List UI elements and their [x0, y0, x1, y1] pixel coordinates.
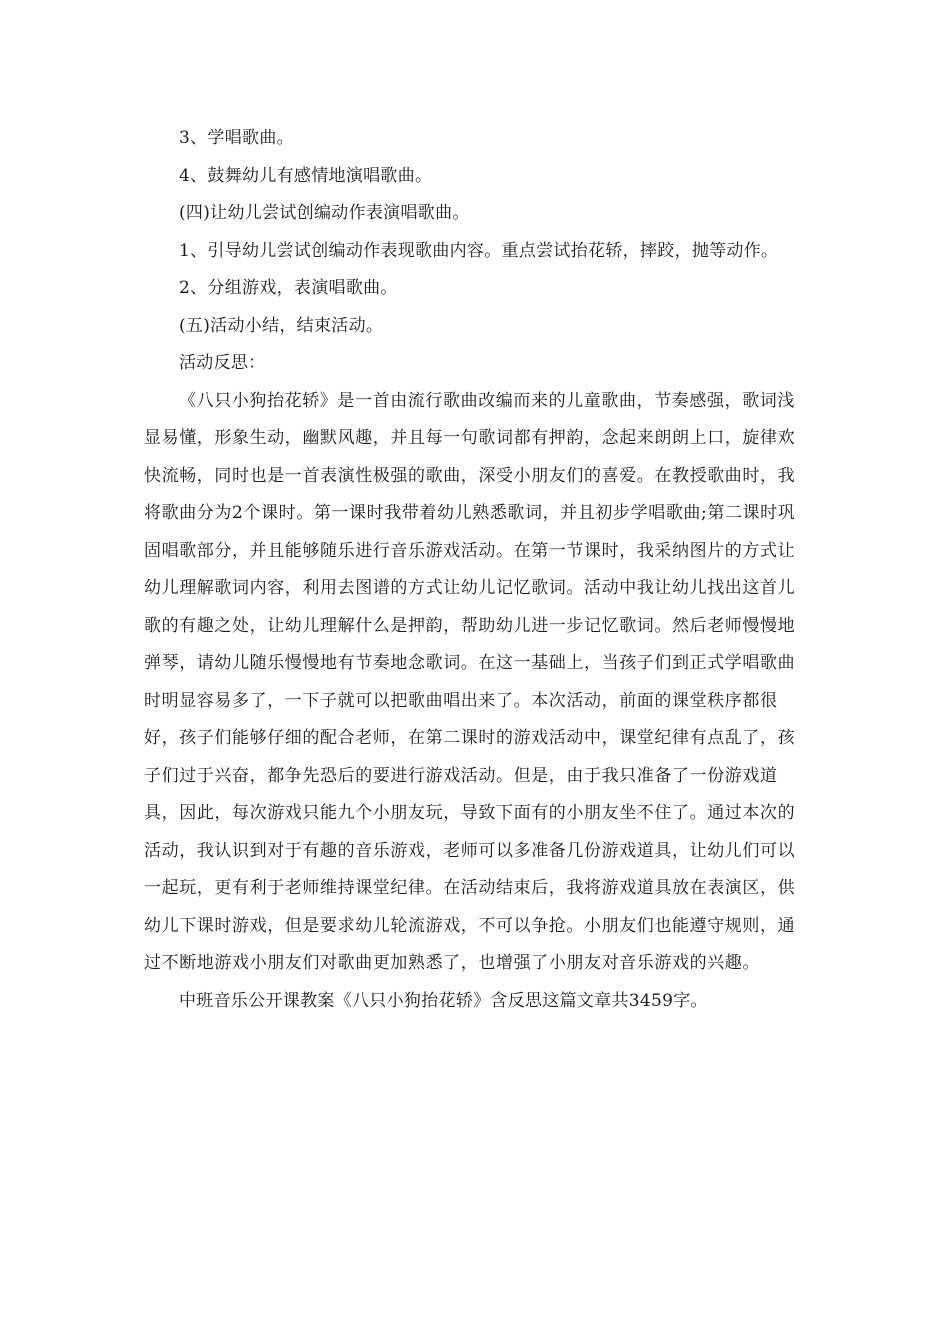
- section-five-heading: (五)活动小结，结束活动。: [179, 315, 384, 336]
- step-4-line: 4、鼓舞幼儿有感情地演唱歌曲。: [179, 165, 433, 186]
- reflection-heading: 活动反思：: [179, 353, 266, 373]
- step-3-line: 3、学唱歌曲。: [179, 128, 294, 148]
- article-summary: 中班音乐公开课教案《八只小狗抬花轿》含反思这篇文章共3459字。: [179, 990, 708, 1011]
- section-four-step-2: 2、分组游戏，表演唱歌曲。: [179, 278, 398, 298]
- reflection-paragraph: 《八只小狗抬花轿》是一首由流行歌曲改编而来的儿童歌曲，节奏感强，歌词浅显易懂，形象生动，幽默风趣，并且每一句歌词都有押韵，念起来朗朗上口，旋律欢快流畅，同时也是一首表演性极强的歌曲，深受小朋友们的喜爱。在教授歌曲时，我将歌曲分为2个课时。第一课时我带着幼儿熟悉歌词，并且初步学唱歌曲;第二课时巩固唱歌部分，并且能够随乐进行音乐游戏活动。在第一节课时，我采纳图片的方式让幼儿理解歌词内容，利用去图谱的方式让幼儿记忆歌词。活动中我让幼儿找出这首儿歌的有趣之处，让幼儿理解什么是押韵，帮助幼儿进一步记忆歌词。然后老师慢慢地弹琴，请幼儿随乐慢慢地有节奏地念歌词。在这一基础上，当孩子们到正式学唱歌曲时明显容易多了，一下子就可以把歌曲唱出来了。本次活动，前面的课堂秩序都很好，孩子们能够仔细的配合老师，在第二课时的游戏活动中，课堂纪律有点乱了，孩子们过于兴奋，都争先恐后的要进行游戏活动。但是，由于我只准备了一份游戏道具，因此，每次游戏只能九个小朋友玩，导致下面有的小朋友坐不住了。通过本次的活动，我认识到对于有趣的音乐游戏，老师可以多准备几份游戏道具，让幼儿们可以一起玩，更有利于老师维持课堂纪律。在活动结束后，我将游戏道具放在表演区，供幼儿下课时游戏，但是要求幼儿轮流游戏，不可以争抢。小朋友们也能遵守规则，通过不断地游戏小朋友们对歌曲更加熟悉了，也增强了小朋友对音乐游戏的兴趣。: [144, 390, 796, 973]
- section-four-heading: (四)让幼儿尝试创编动作表演唱歌曲。: [179, 203, 470, 223]
- section-four-step-1: 1、引导幼儿尝试创编动作表现歌曲内容。重点尝试抬花轿，摔跤，抛等动作。: [179, 240, 779, 261]
- document-body: [144, 120, 809, 1020]
